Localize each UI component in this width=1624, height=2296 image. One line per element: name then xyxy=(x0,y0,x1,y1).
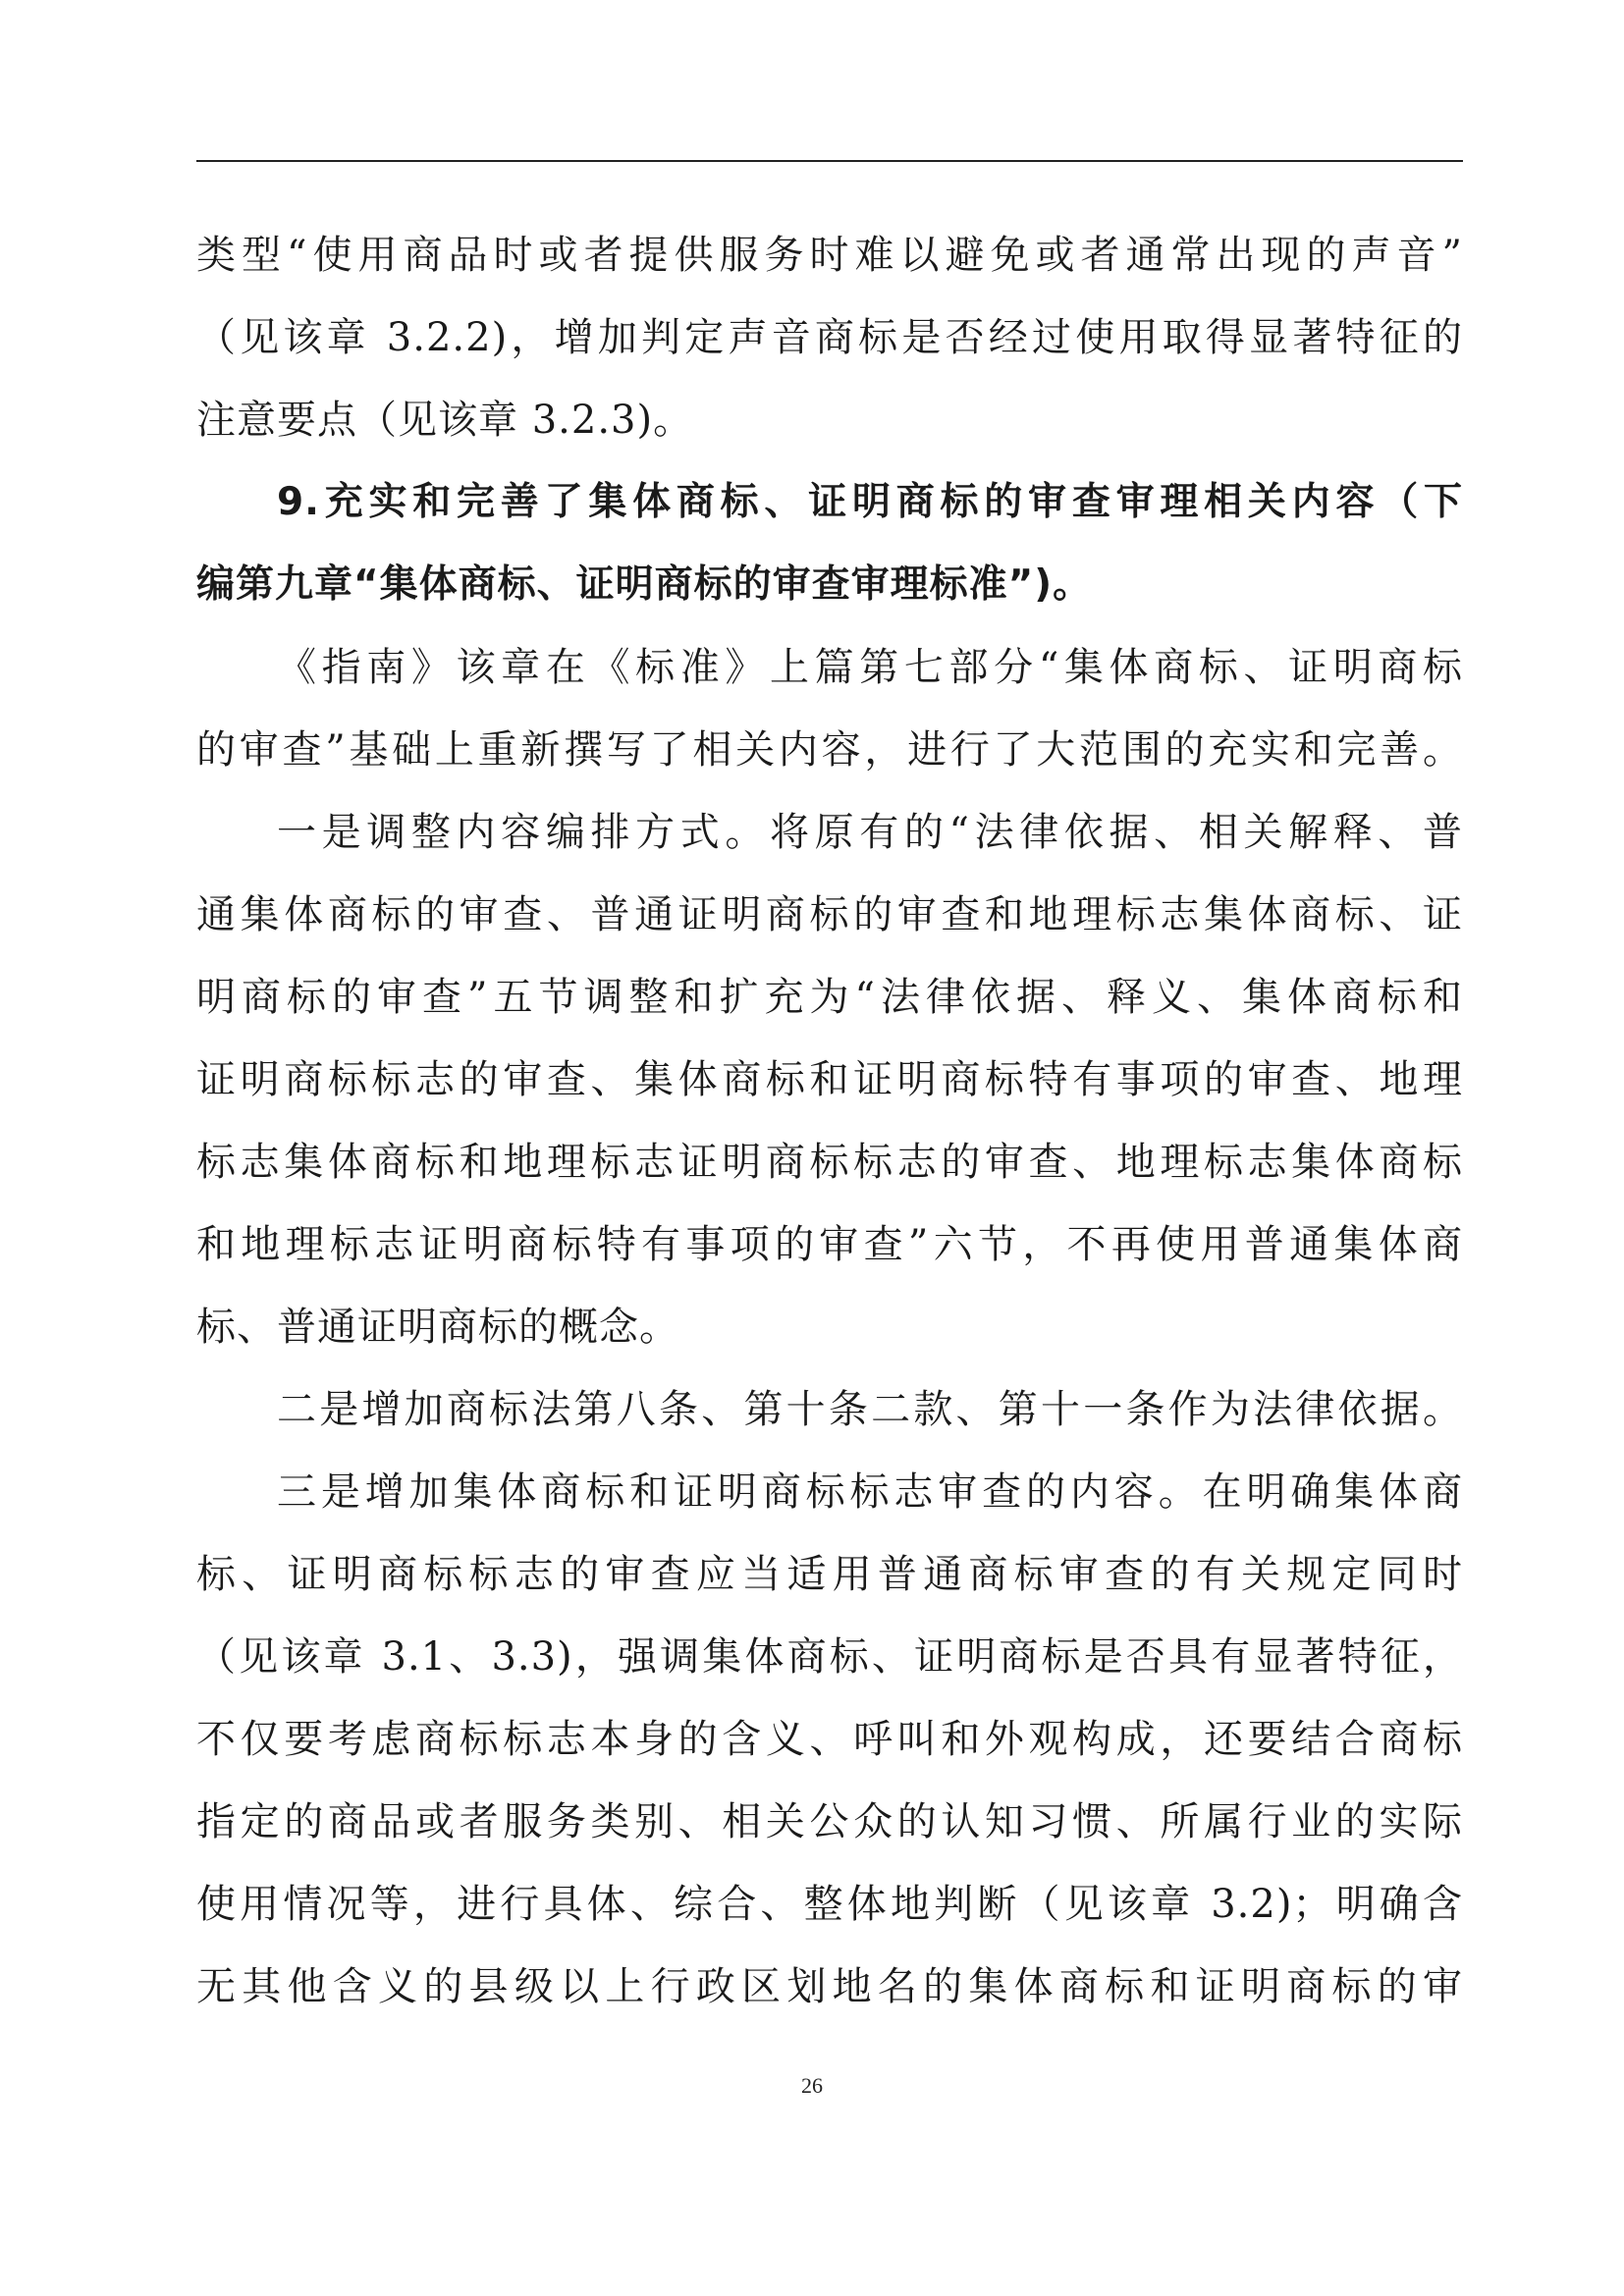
text-line: 三是增加集体商标和证明商标标志审查的内容。在明确集体商 xyxy=(277,1469,1463,1515)
page-number: 26 xyxy=(801,2073,823,2098)
text-line: 《指南》该章在《标准》上篇第七部分“集体商标、证明商标 xyxy=(277,645,1463,690)
text-line: （见该章 3.1、3.3)，强调集体商标、证明商标是否具有显著特征， xyxy=(196,1634,1463,1680)
text-line: 明商标的审查”五节调整和扩充为“法律依据、释义、集体商标和 xyxy=(196,975,1463,1020)
text-line: （见该章 3.2.2)，增加判定声音商标是否经过使用取得显著特征的 xyxy=(196,315,1463,360)
section-heading-line: 编第九章“集体商标、证明商标的审查审理标准”)。 xyxy=(196,562,1093,607)
body-text xyxy=(196,214,1463,2028)
text-line: 标、证明商标标志的审查应当适用普通商标审查的有关规定同时 xyxy=(196,1552,1463,1597)
text-line: 标、普通证明商标的概念。 xyxy=(196,1305,679,1350)
text-line: 不仅要考虑商标标志本身的含义、呼叫和外观构成，还要结合商标 xyxy=(196,1717,1463,1762)
text-line: 和地理标志证明商标特有事项的审查”六节，不再使用普通集体商 xyxy=(196,1222,1463,1267)
text-line: 无其他含义的县级以上行政区划地名的集体商标和证明商标的审 xyxy=(196,1964,1463,2009)
text-line: 一是调整内容编排方式。将原有的“法律依据、相关解释、普 xyxy=(277,810,1463,855)
text-line: 证明商标标志的审查、集体商标和证明商标特有事项的审查、地理 xyxy=(196,1057,1463,1102)
text-line: 注意要点（见该章 3.2.3)。 xyxy=(196,398,694,443)
header-rule xyxy=(196,160,1463,162)
text-line: 二是增加商标法第八条、第十条二款、第十一条作为法律依据。 xyxy=(277,1387,1463,1432)
text-line: 类型“使用商品时或者提供服务时难以避免或者通常出现的声音” xyxy=(196,233,1463,278)
text-line: 指定的商品或者服务类别、相关公众的认知习惯、所属行业的实际 xyxy=(196,1799,1463,1844)
text-line: 通集体商标的审查、普通证明商标的审查和地理标志集体商标、证 xyxy=(196,892,1463,937)
section-heading-line: 9.充实和完善了集体商标、证明商标的审查审理相关内容（下 xyxy=(277,480,1463,524)
text-line: 使用情况等，进行具体、综合、整体地判断（见该章 3.2)；明确含 xyxy=(196,1882,1463,1927)
text-line: 标志集体商标和地理标志证明商标标志的审查、地理标志集体商标 xyxy=(196,1140,1463,1185)
text-line: 的审查”基础上重新撰写了相关内容，进行了大范围的充实和完善。 xyxy=(196,727,1463,773)
